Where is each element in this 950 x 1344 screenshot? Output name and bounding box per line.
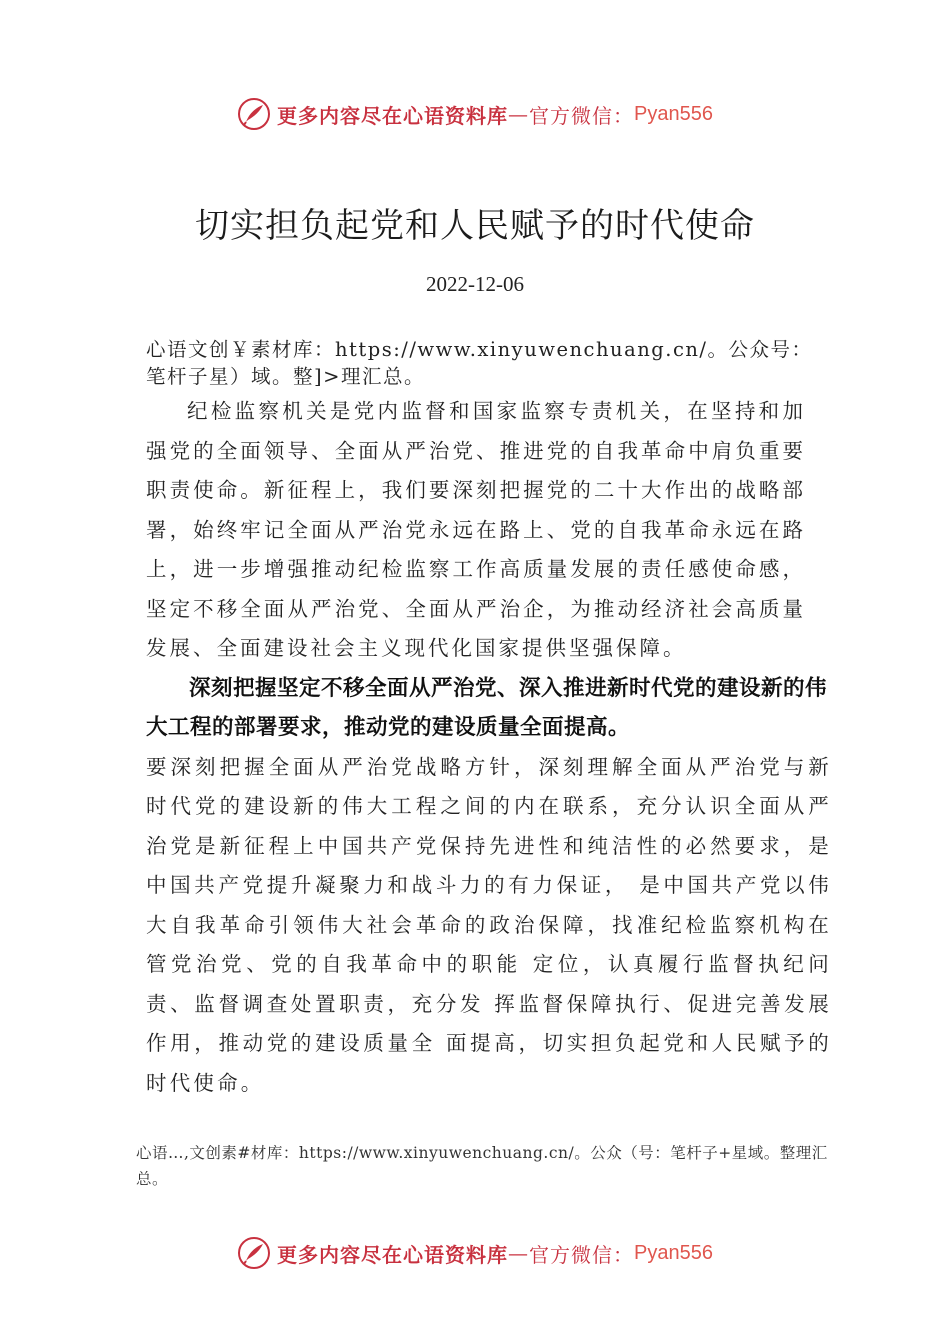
intro-paragraph: 纪检监察机关是党内监督和国家监察专责机关，在坚持和加强党的全面领导、全面从严治党、推进党的自我革命中肩负重要职责使命。新征程上，我们要深刻把握党的二十大作出的战略部署，始终牢记全面从严治党永远在路上、党的自我革命永远在路上，进一步增强推动纪检监察工作高质量发展的责任感使命感，坚定不移全面从严治党、全面从严治企，为推动经济社会高质量发展、全面建设社会主义现代化国家提供坚强保障。 bbox=[146, 399, 806, 660]
banner-wechat-label: 官方微信： bbox=[529, 103, 635, 128]
banner-wechat-id: Pyan556 bbox=[634, 1241, 713, 1264]
page-title: 切实担负起党和人民赋予的时代使命 bbox=[195, 206, 755, 246]
section-body: 要深刻把握全面从严治党战略方针，深刻理解全面从严治党与新时代党的建设新的伟大工程之间的内在联系，充分认识全面从严治党是新征程上中国共产党保持先进性和纯洁性的必然要求，是中国共产党提升凝聚力和战斗力的有力保证， 是中国共产党以伟大自我革命引领伟大社会革命的政治保障，找准纪检监察机构在管党治党、党的自我革命中的职能 定位，认真履行监督执纪问责、监督调查处置职责，充分发 挥监督保障执行、促进完善发展作用，推动党的建设质量全 面提高，切实担负起党和人民赋予的时代使命。 bbox=[146, 754, 832, 1095]
section-1 bbox=[146, 669, 832, 1104]
banner-wechat-id: Pyan556 bbox=[634, 102, 713, 125]
banner-wechat-label: 官方微信： bbox=[529, 1242, 635, 1267]
quill-logo-icon bbox=[237, 1236, 271, 1270]
publish-date: 2022-12-06 bbox=[426, 272, 524, 296]
banner-separator: — bbox=[508, 1241, 530, 1265]
watermark-top: 心语文创￥素材库：https://www.xinyuwenchuang.cn/。公众号：笔杆子星）域。整]>理汇总。 bbox=[146, 338, 813, 388]
header-banner bbox=[0, 92, 950, 136]
section-heading: 深刻把握坚定不移全面从严治党、深入推进新时代党的建设新的伟大工程的部署要求，推动党的建设质量全面提高。 bbox=[146, 675, 828, 740]
article-body bbox=[146, 336, 832, 1103]
banner-main-text: 更多内容尽在心语资料库 bbox=[277, 103, 509, 128]
footer-banner bbox=[0, 1231, 950, 1275]
banner-main-text: 更多内容尽在心语资料库 bbox=[277, 1242, 509, 1267]
quill-logo-icon bbox=[237, 97, 271, 131]
banner-separator: — bbox=[508, 102, 530, 126]
watermark-bottom: 心语…,文创素#材库：https://www.xinyuwenchuang.cn/。公众（号：笔杆子+星域。整理汇总。 bbox=[136, 1144, 828, 1188]
